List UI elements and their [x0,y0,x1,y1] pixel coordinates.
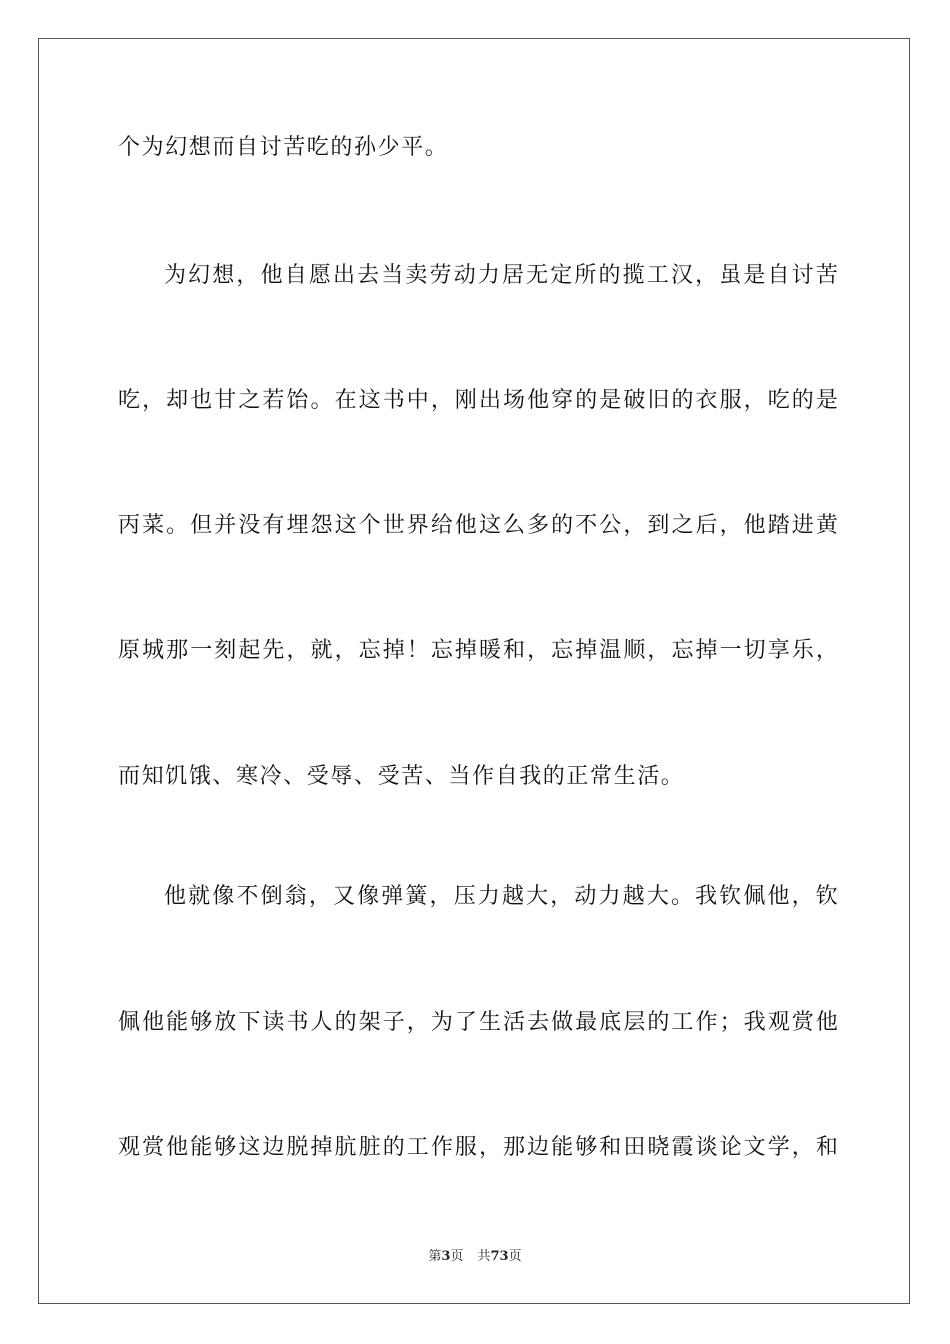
text-line-4: 丙 菜 。 但 并 没 有 埋 怨 这 个 世 界 给 他 这 么 多 的 不 公 ， 到 之 后 ， 他 踏 进 黄 [118,513,838,538]
text-line-1: 个为幻想而自讨苦吃的孙少平。 [118,135,449,160]
text-line-7: 他 就 像 不 倒 翁 ， 又 像 弹 簧 ， 压 力 越 大 ， 动 力 越 大 。 我 钦 佩 他 ， 钦 [164,884,838,909]
text-line-5: 原 城 那 一 刻 起 先 ， 就 ， 忘 掉 ！ 忘 掉 暖 和 ， 忘 掉 温 顺 ， 忘 掉 一 切 享 乐 ， [118,638,838,663]
page-number: 3 [441,1249,451,1264]
page-prefix: 第 [428,1249,442,1264]
total-prefix: 共 [477,1249,491,1264]
total-suffix: 页 [508,1249,522,1264]
text-line-2: 为 幻 想 ， 他 自 愿 出 去 当 卖 劳 动 力 居 无 定 所 的 揽 工 汉 ， 虽 是 自 讨 苦 [164,263,838,288]
page-suffix: 页 [450,1249,464,1264]
page-footer [0,1248,950,1266]
text-line-9: 观 赏 他 能 够 这 边 脱 掉 肮 脏 的 工 作 服 ， 那 边 能 够 和 田 晓 霞 谈 论 文 学 ， 和 [118,1135,838,1160]
text-line-3: 吃 ， 却 也 甘 之 若 饴 。 在 这 书 中 ， 刚 出 场 他 穿 的 是 破 旧 的 衣 服 ， 吃 的 是 [118,388,838,413]
text-line-8: 佩 他 能 够 放 下 读 书 人 的 架 子 ， 为 了 生 活 去 做 最 底 层 的 工 作 ； 我 观 赏 他 [118,1010,838,1035]
text-line-6: 而知饥饿、寒冷、受辱、受苦、当作自我的正常生活。 [118,764,685,789]
page-border [38,38,910,1304]
total-pages: 73 [490,1249,509,1264]
